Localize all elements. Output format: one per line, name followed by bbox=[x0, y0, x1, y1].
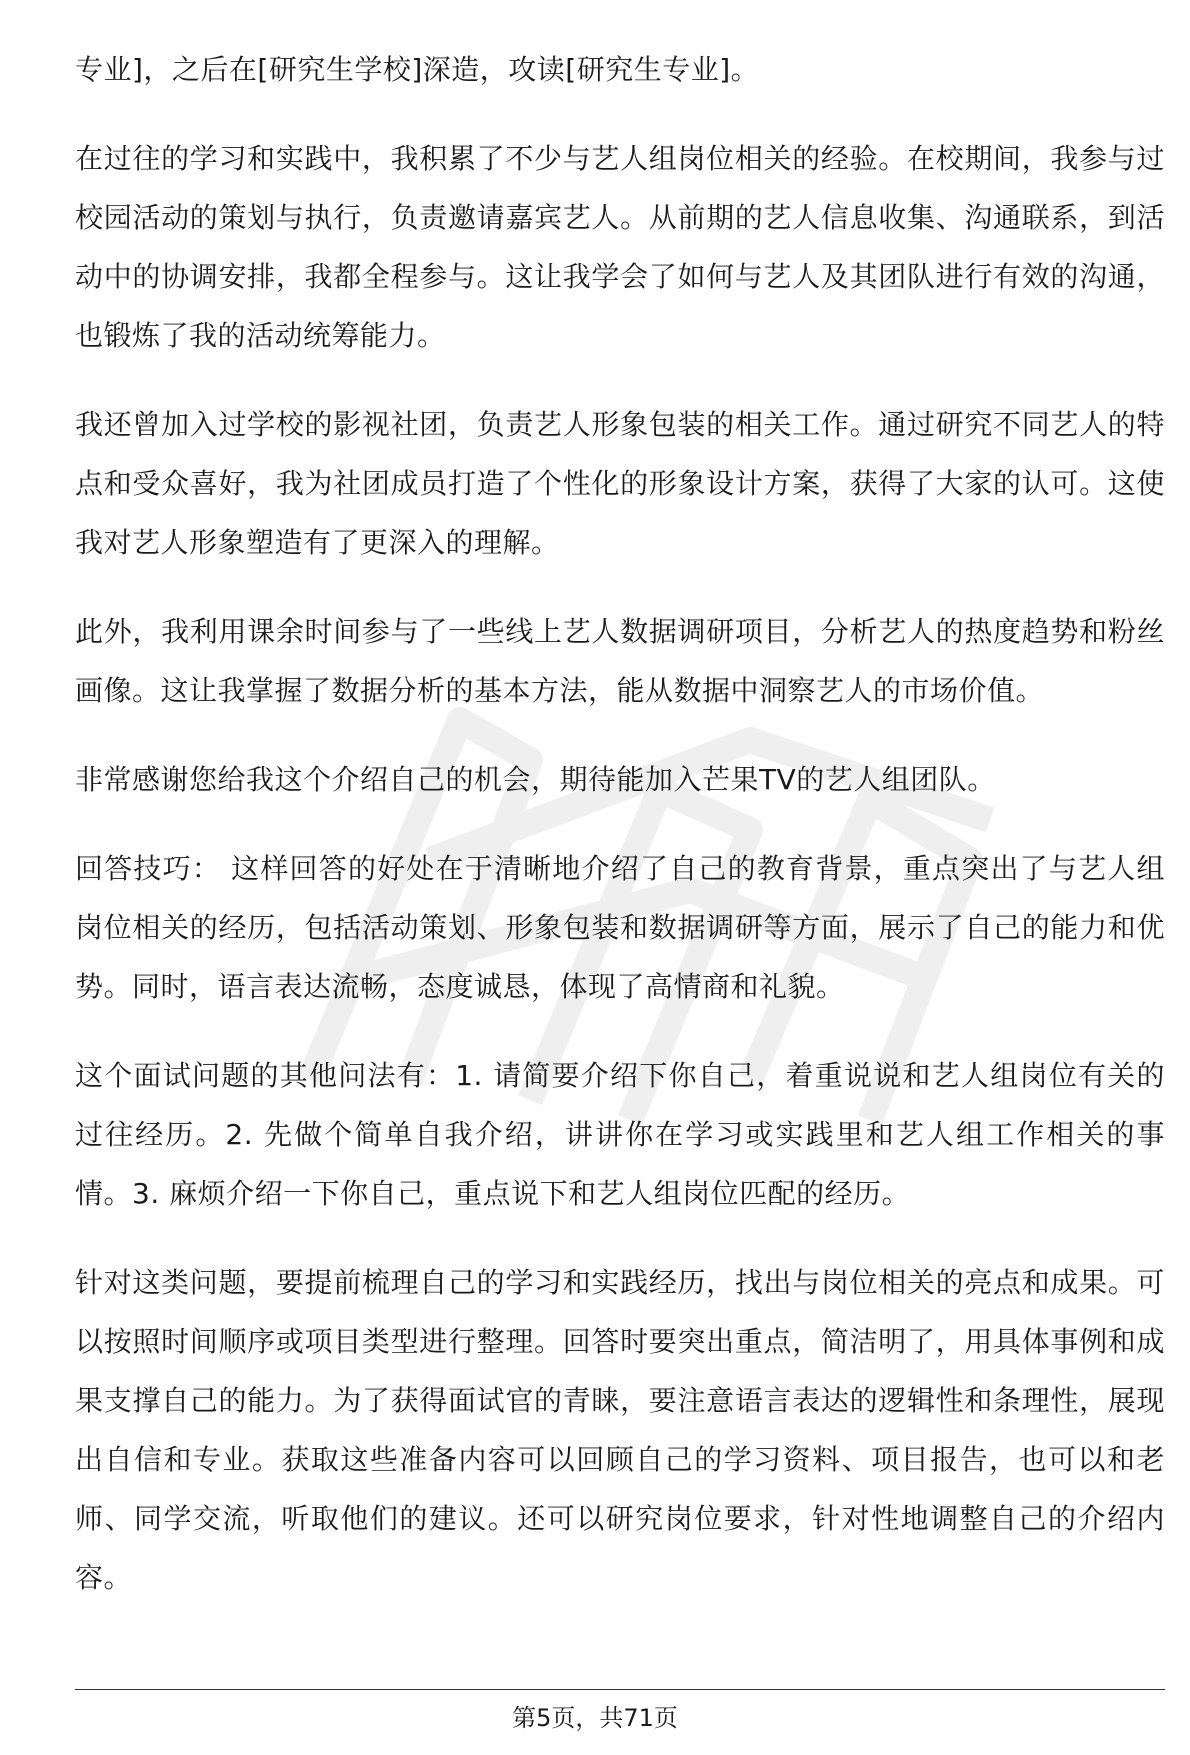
paragraph-education-tail: 专业]，之后在[研究生学校]深造，攻读[研究生专业]。 bbox=[75, 53, 760, 86]
paragraph-alternative-questions: 这个面试问题的其他问法有：1. 请简要介绍下你自己，着重说说和艺人组岗位有关的过往经历。2. 先做个简单自我介绍，讲讲你在学习或实践里和艺人组工作相关的事情。3. 麻烦介绍一下你自己，重点说下和艺人组岗位匹配的经历。 bbox=[75, 1059, 1165, 1210]
paragraph-closing: 非常感谢您给我这个介绍自己的机会，期待能加入芒果TV的艺人组团队。 bbox=[75, 763, 996, 796]
paragraph-preparation-advice: 针对这类问题，要提前梳理自己的学习和实践经历，找出与岗位相关的亮点和成果。可以按照时间顺序或项目类型进行整理。回答时要突出重点，简洁明了，用具体事例和成果支撑自己的能力。为了获得面试官的青睐，要注意语言表达的逻辑性和条理性，展现出自信和专业。获取这些准备内容可以回顾自己的学习资料、项目报告，也可以和老师、同学交流，听取他们的建议。还可以研究岗位要求，针对性地调整自己的介绍内容。 bbox=[75, 1266, 1165, 1594]
page-number: 第5页，共71页 bbox=[512, 1704, 678, 1732]
paragraph-experience-activities: 在过往的学习和实践中，我积累了不少与艺人组岗位相关的经验。在校期间，我参与过校园活动的策划与执行，负责邀请嘉宾艺人。从前期的艺人信息收集、沟通联系，到活动中的协调安排，我都全程参与。这让我学会了如何与艺人及其团队进行有效的沟通，也锻炼了我的活动统筹能力。 bbox=[75, 142, 1165, 352]
document-body bbox=[75, 40, 1165, 1637]
paragraph-experience-data: 此外，我利用课余时间参与了一些线上艺人数据调研项目，分析艺人的热度趋势和粉丝画像。这让我掌握了数据分析的基本方法，能从数据中洞察艺人的市场价值。 bbox=[75, 615, 1165, 707]
paragraph-answer-tips: 回答技巧： 这样回答的好处在于清晰地介绍了自己的教育背景，重点突出了与艺人组岗位相关的经历，包括活动策划、形象包装和数据调研等方面，展示了自己的能力和优势。同时，语言表达流畅，态度诚恳，体现了高情商和礼貌。 bbox=[75, 852, 1165, 1003]
footer-divider bbox=[75, 1689, 1165, 1690]
paragraph-experience-image: 我还曾加入过学校的影视社团，负责艺人形象包装的相关工作。通过研究不同艺人的特点和受众喜好，我为社团成员打造了个性化的形象设计方案，获得了大家的认可。这使我对艺人形象塑造有了更深入的理解。 bbox=[75, 408, 1165, 559]
